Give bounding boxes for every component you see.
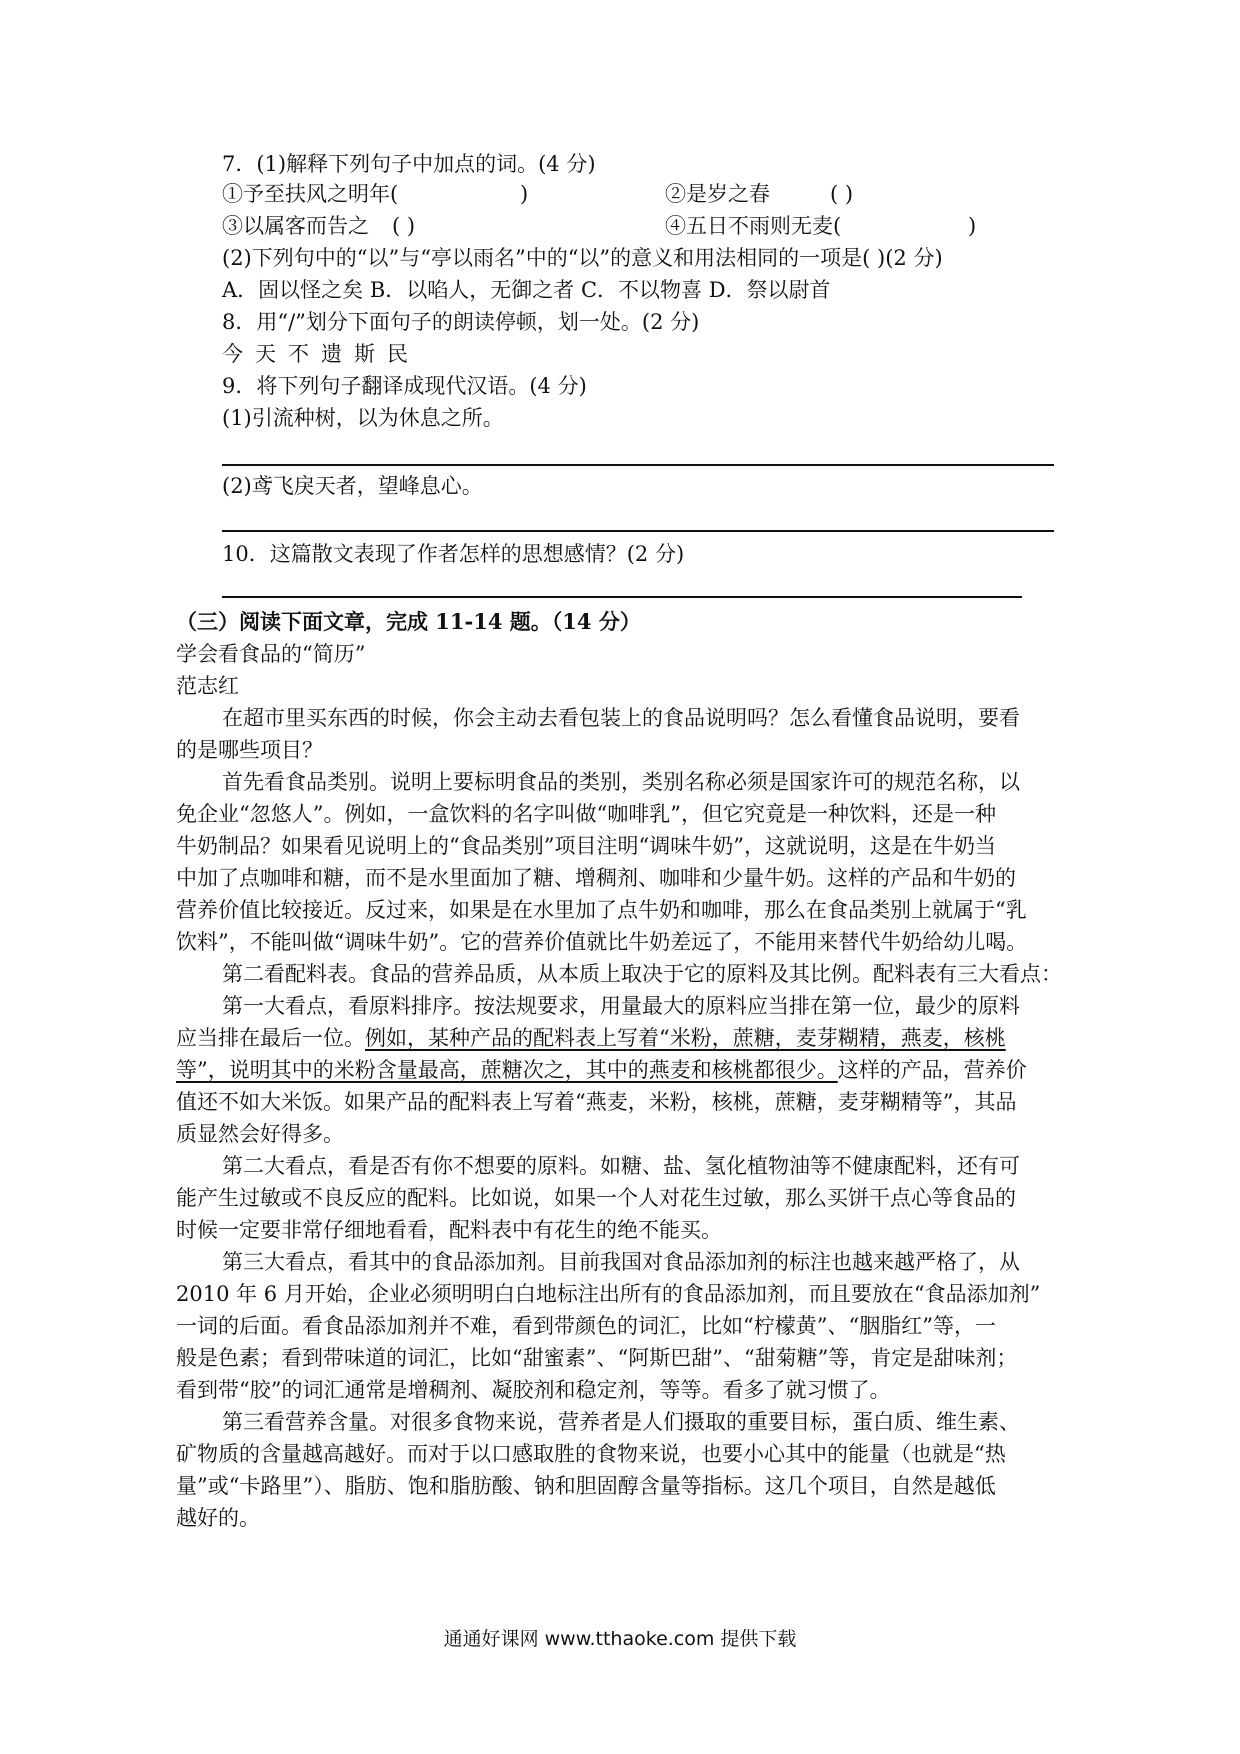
article-author: 范志红 [176,674,239,698]
q7-item-1-close: ) [520,182,529,206]
para2-line3: 牛奶制品？如果看见说明上的“食品类别”项目注明“调味牛奶”，这就说明，这是在牛奶当 [176,834,996,858]
para6-line3: 一词的后面。看食品添加剂并不难，看到带颜色的词汇，比如“柠檬黄”、“胭脂红”等，一 [176,1314,996,1338]
para4-line3 [176,1056,1027,1084]
para6-line1: 第三大看点，看其中的食品添加剂。目前我国对食品添加剂的标注也越来越严格了，从 [222,1250,1020,1274]
q9-title: 9．将下列句子翻译成现代汉语。(4 分) [222,374,587,398]
article-title: 学会看食品的“简历” [176,642,366,666]
para4-line3-plain: 这样的产品，营养价 [837,1058,1027,1082]
para7-line3: 量”或“卡路里”）、脂肪、饱和脂肪酸、钠和胆固醇含量等指标。这几个项目，自然是越低 [176,1474,996,1498]
q7-options: A．固以怪之矣 B．以啗人，无御之者 C．不以物喜 D．祭以尉首 [222,278,831,302]
q9-answer-line-2 [222,530,1054,532]
para4-line2-plain: 应当排在最后一位。 [176,1026,365,1050]
para5-line2: 能产生过敏或不良反应的配料。比如说，如果一个人对花生过敏，那么买饼干点心等食品的 [176,1186,1016,1210]
para1-line1: 在超市里买东西的时候，你会主动去看包装上的食品说明吗？怎么看懂食品说明，要看 [222,706,1020,730]
para4-line1: 第一大看点，看原料排序。按法规要求，用量最大的原料应当排在第一位，最少的原料 [222,994,1020,1018]
q7-item-3: ③以属客而告之 [222,214,369,238]
q7-item-2-paren: ( ) [830,182,854,206]
para3-line1: 第二看配料表。食品的营养品质，从本质上取决于它的原料及其比例。配料表有三大看点： [222,962,1062,986]
q10-answer-line [222,596,1022,598]
para7-line4: 越好的。 [176,1506,260,1530]
para4-line2-underlined: 例如，某种产品的配料表上写着“米粉，蔗糖，麦芽糊精，燕麦，核桃 [365,1026,1006,1050]
para1-line2: 的是哪些项目？ [176,738,323,762]
para6-line4: 般是色素；看到带味道的词汇，比如“甜蜜素”、“阿斯巴甜”、“甜菊糖”等，肯定是甜味剂； [176,1346,1018,1370]
q7-item-1-text: ①予至扶风之明年( [222,182,399,206]
section3-heading: （三）阅读下面文章，完成 11-14 题。（14 分） [176,609,641,634]
para2-line6: 饮料”，不能叫做“调味牛奶”。它的营养价值就比牛奶差远了，不能用来替代牛奶给幼儿喝。 [176,930,1028,954]
para6-line5: 看到带“胶”的词汇通常是增稠剂、凝胶剂和稳定剂，等等。看多了就习惯了。 [176,1378,891,1402]
q10-title: 10．这篇散文表现了作者怎样的思想感情？(2 分) [222,542,685,566]
q7-item-3-paren: ( ) [392,214,416,238]
para7-line2: 矿物质的含量越高越好。而对于以口感取胜的食物来说，也要小心其中的能量（也就是“热 [176,1442,1006,1466]
para4-line3-underlined: 等”，说明其中的米粉含量最高，蔗糖次之，其中的燕麦和核桃都很少。 [176,1058,838,1082]
para5-line3: 时候一定要非常仔细地看看，配料表中有花生的绝不能买。 [176,1218,722,1242]
q9-sentence-2: (2)鸢飞戾天者，望峰息心。 [222,474,483,498]
q9-sentence-1: (1)引流种树，以为休息之所。 [222,406,504,430]
q7-item-2: ②是岁之春 [665,182,770,206]
para6-line2: 2010 年 6 月开始，企业必须明明白白地标注出所有的食品添加剂，而且要放在“食品添加剂” [176,1282,1041,1306]
q9-answer-line-1 [222,464,1054,466]
para2-line2: 免企业“忽悠人”。例如，一盒饮料的名字叫做“咖啡乳”，但它究竟是一种饮料，还是一种 [176,802,996,826]
para4-line2 [176,1024,1006,1052]
q7-item-1 [222,180,398,208]
para4-line4: 值还不如大米饭。如果产品的配料表上写着“燕麦，米粉，核桃，蔗糖，麦芽糊精等”，其品 [176,1090,1017,1114]
para5-line1: 第二大看点，看是否有你不想要的原料。如糖、盐、氢化植物油等不健康配料，还有可 [222,1154,1020,1178]
para2-line5: 营养价值比较接近。反过来，如果是在水里加了点牛奶和咖啡，那么在食品类别上就属于“乳 [176,898,1027,922]
q8-title: 8．用“/”划分下面句子的朗读停顿，划一处。(2 分) [222,310,700,334]
para4-line5: 质显然会好得多。 [176,1122,344,1146]
q7-title: 7．(1)解释下列句子中加点的词。(4 分) [222,152,596,176]
q7-item-4-close: ) [968,214,977,238]
para2-line1: 首先看食品类别。说明上要标明食品的类别，类别名称必须是国家许可的规范名称，以 [222,770,1020,794]
q7-sub2: (2)下列句中的“以”与“亭以雨名”中的“以”的意义和用法相同的一项是( )(2 分) [222,246,943,270]
page-footer: 通通好课网 www.tthaoke.com 提供下载 [443,1628,797,1650]
para2-line4: 中加了点咖啡和糖，而不是水里面加了糖、增稠剂、咖啡和少量牛奶。这样的产品和牛奶的 [176,866,1016,890]
q8-sentence: 今天不遗斯民 [222,342,420,366]
q7-item-4: ④五日不雨则无麦( [665,214,842,238]
para7-line1: 第三看营养含量。对很多食物来说，营养者是人们摄取的重要目标，蛋白质、维生素、 [222,1410,1020,1434]
